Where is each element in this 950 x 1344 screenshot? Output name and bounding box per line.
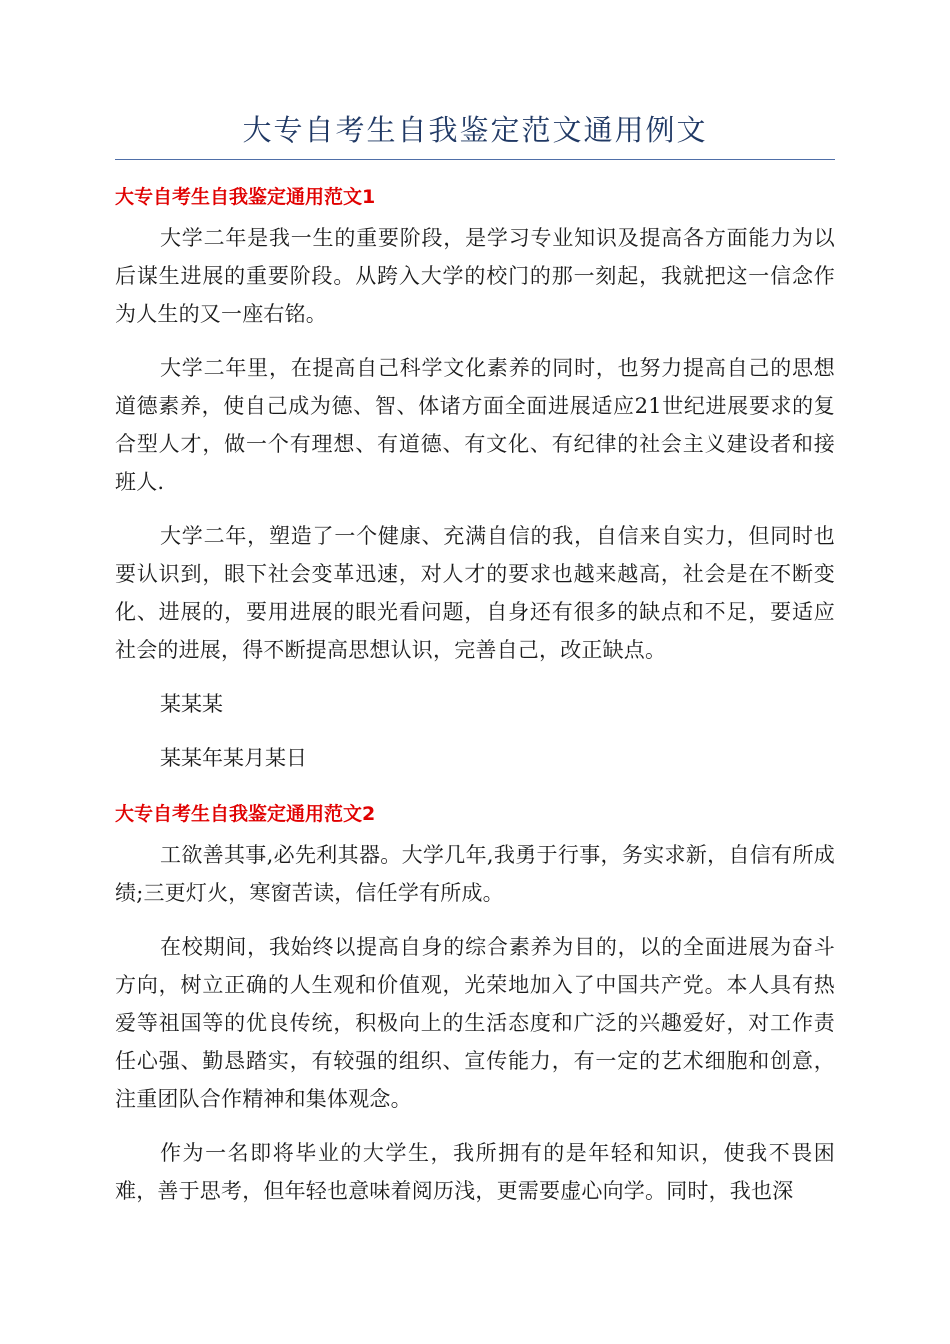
signature-name: 某某某 (160, 692, 223, 716)
paragraph: 作为一名即将毕业的大学生，我所拥有的是年轻和知识，使我不畏困难，善于思考，但年轻也意味着阅历浅，更需要虚心向学。同时，我也深 (115, 1141, 835, 1203)
paragraph: 大学二年里，在提高自己科学文化素养的同时，也努力提高自己的思想道德素养，使自己成为德、智、体诸方面全面进展适应21世纪进展要求的复合型人才，做一个有理想、有道德、有文化、有纪律的社会主义建设者和接班人. (115, 356, 835, 494)
paragraph: 工欲善其事,必先利其器。大学几年,我勇于行事，务实求新，自信有所成绩;三更灯火，寒窗苦读，信任学有所成。 (115, 843, 835, 905)
document-title: 大专自考生自我鉴定范文通用例文 (115, 108, 835, 160)
section-2 (115, 799, 835, 1210)
signature-date: 某某年某月某日 (160, 746, 307, 770)
section-heading: 大专自考生自我鉴定通用范文1 (115, 186, 376, 208)
paragraph: 在校期间，我始终以提高自身的综合素养为目的，以的全面进展为奋斗方向，树立正确的人生观和价值观，光荣地加入了中国共产党。本人具有热爱等祖国等的优良传统，积极向上的生活态度和广泛的兴趣爱好，对工作责任心强、勤恳踏实，有较强的组织、宣传能力，有一定的艺术细胞和创意，注重团队合作精神和集体观念。 (115, 935, 835, 1111)
document-page (115, 108, 835, 1226)
paragraph: 大学二年，塑造了一个健康、充满自信的我，自信来自实力，但同时也要认识到，眼下社会变革迅速，对人才的要求也越来越高，社会是在不断变化、进展的，要用进展的眼光看问题，自身还有很多的缺点和不足，要适应社会的进展，得不断提高思想认识，完善自己，改正缺点。 (115, 524, 835, 662)
paragraph: 大学二年是我一生的重要阶段，是学习专业知识及提高各方面能力为以后谋生进展的重要阶段。从跨入大学的校门的那一刻起，我就把这一信念作为人生的又一座右铭。 (115, 226, 835, 326)
section-heading: 大专自考生自我鉴定通用范文2 (115, 803, 376, 825)
section-1 (115, 182, 835, 777)
